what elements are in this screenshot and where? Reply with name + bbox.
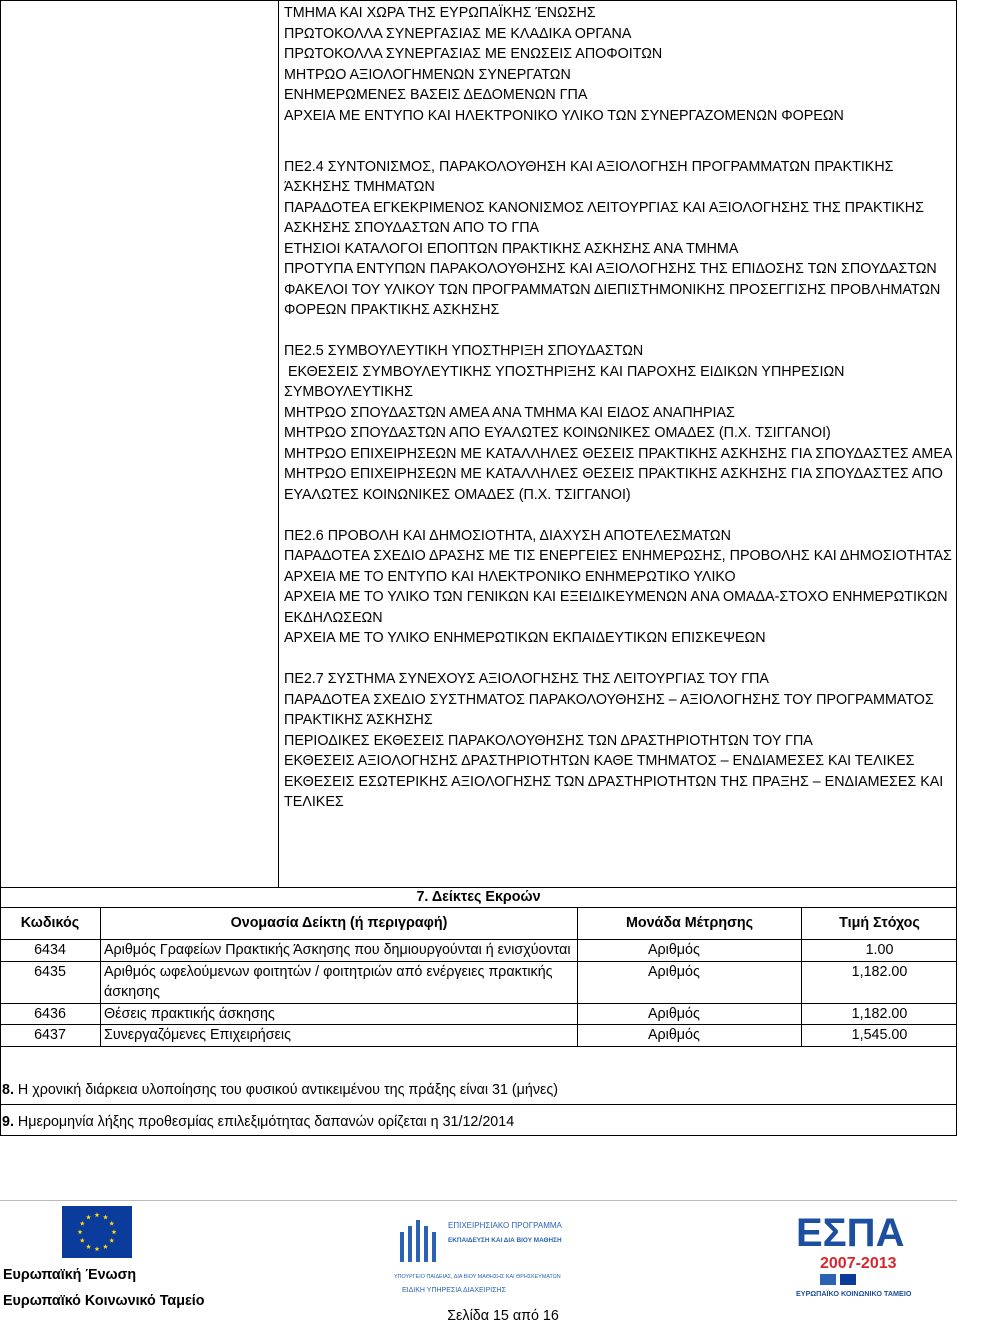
duration-statement [2, 1080, 558, 1101]
espa-logo [790, 1206, 950, 1300]
list-line: ΦΑΚΕΛΟΙ ΤΟΥ ΥΛΙΚΟΥ ΤΩΝ ΠΡΟΓΡΑΜΜΑΤΩΝ ΔΙΕΠΙΣΤΗΜΟΝΙΚΗΣ ΠΡΟΣΕΓΓΙΣΗΣ ΠΡΟΒΛΗΜΑΤΩΝ ΦΟΡΕΩΝ ΠΡΑΚΤΙΚΗΣ ΑΣΚΗΣΗΣ [284, 281, 941, 318]
pe24-section [284, 157, 956, 321]
pe27-title: ΠΕ2.7 ΣΥΣΤΗΜΑ ΣΥΝΕΧΟΥΣ ΑΞΙΟΛΟΓΗΣΗΣ ΤΗΣ ΛΕΙΤΟΥΡΓΙΑΣ ΤΟΥ ΓΠΑ [284, 671, 769, 687]
deliverables-column [284, 3, 956, 813]
list-line: ΠΑΡΑΔΟΤΕΑ ΣΧΕΔΙΟ ΔΡΑΣΗΣ ΜΕ ΤΙΣ ΕΝΕΡΓΕΙΕΣ ΕΝΗΜΕΡΩΣΗΣ, ΠΡΟΒΟΛΗΣ ΚΑΙ ΔΗΜΟΣΙΟΤΗΤΑΣ [284, 548, 952, 564]
pe24-title: ΠΕ2.4 ΣΥΝΤΟΝΙΣΜΟΣ, ΠΑΡΑΚΟΛΟΥΘΗΣΗ ΚΑΙ ΑΞΙΟΛΟΓΗΣΗ ΠΡΟΓΡΑΜΜΑΤΩΝ ΠΡΑΚΤΙΚΗΣ ΆΣΚΗΣΗΣ ΤΜΗΜΑΤΩΝ [284, 158, 894, 195]
indicators-table [0, 908, 957, 1047]
espa-fund: ΕΥΡΩΠΑΪΚΟ ΚΟΙΝΩΝΙΚΟ ΤΑΜΕΙΟ [796, 1289, 912, 1298]
cell-code: 6436 [0, 1003, 101, 1025]
cell-code: 6435 [0, 961, 101, 1003]
list-line: ΕΚΘΕΣΕΙΣ ΑΞΙΟΛΟΓΗΣΗΣ ΔΡΑΣΤΗΡΙΟΤΗΤΩΝ ΚΑΘΕ ΤΜΗΜΑΤΟΣ – ΕΝΔΙΑΜΕΣΕΣ ΚΑΙ ΤΕΛΙΚΕΣ [284, 753, 915, 769]
list-line: ΜΗΤΡΩΟ ΕΠΙΧΕΙΡΗΣΕΩΝ ΜΕ ΚΑΤΑΛΛΗΛΕΣ ΘΕΣΕΙΣ ΠΡΑΚΤΙΚΗΣ ΑΣΚΗΣΗΣ ΓΙΑ ΣΠΟΥΔΑΣΤΕΣ ΑΠΟ ΕΥΑΛΩΤΕΣ ΚΟΙΝΩΝΙΚΕΣ ΟΜΑΔΕΣ (Π.Χ. ΤΣΙΓΓΑΝΟΙ) [284, 466, 943, 503]
list-line: ΕΚΘΕΣΕΙΣ ΣΥΜΒΟΥΛΕΥΤΙΚΗΣ ΥΠΟΣΤΗΡΙΞΗΣ ΚΑΙ ΠΑΡΟΧΗΣ ΕΙΔΙΚΩΝ ΥΠΗΡΕΣΙΩΝ ΣΥΜΒΟΥΛΕΥΤΙΚΗΣ [284, 363, 849, 400]
list-line: ΜΗΤΡΩΟ ΣΠΟΥΔΑΣΤΩΝ ΑΜΕΑ ΑΝΑ ΤΜΗΜΑ ΚΑΙ ΕΙΔΟΣ ΑΝΑΠΗΡΙΑΣ [284, 404, 735, 421]
operational-programme-logo [390, 1212, 562, 1298]
cell-name: Αριθμός ωφελούμενων φοιτητών / φοιτητριών από ενέργειες πρακτικής άσκησης [101, 961, 578, 1003]
intro-list [284, 3, 956, 126]
table-row [0, 1025, 957, 1047]
list-line: ΜΗΤΡΩΟ ΑΞΙΟΛΟΓΗΜΕΝΩΝ ΣΥΝΕΡΓΑΤΩΝ [284, 66, 571, 83]
cell-code: 6437 [0, 1025, 101, 1047]
list-line: ΕΚΘΕΣΕΙΣ ΕΣΩΤΕΡΙΚΗΣ ΑΞΙΟΛΟΓΗΣΗΣ ΤΩΝ ΔΡΑΣΤΗΡΙΟΤΗΤΩΝ ΤΗΣ ΠΡΑΞΗΣ – ΕΝΔΙΑΜΕΣΕΣ ΚΑΙ ΤΕΛΙΚΕΣ [284, 773, 944, 810]
duration-text: Η χρονική διάρκεια υλοποίησης του φυσικού αντικειμένου της πράξης είναι 31 (μήνες) [13, 1082, 559, 1098]
list-line: ΑΡΧΕΙΑ ΜΕ ΤΟ ΥΛΙΚΟ ΤΩΝ ΓΕΝΙΚΩΝ ΚΑΙ ΕΞΕΙΔΙΚΕΥΜΕΝΩΝ ΑΝΑ ΟΜΑΔΑ-ΣΤΟΧΟ ΕΝΗΜΕΡΩΤΙΚΩΝ ΕΚΔΗΛΩΣΕΩΝ [284, 589, 948, 626]
logo-text: ΥΠΟΥΡΓΕΙΟ ΠΑΙΔΕΙΑΣ, ΔΙΑ ΒΙΟΥ ΜΑΘΗΣΗΣ ΚΑΙ ΘΡΗΣΚΕΥΜΑΤΩΝ [394, 1274, 561, 1280]
footer-divider [0, 1200, 957, 1201]
eu-flag-logo [62, 1206, 132, 1258]
list-line: ΠΕΡΙΟΔΙΚΕΣ ΕΚΘΕΣΕΙΣ ΠΑΡΑΚΟΛΟΥΘΗΣΗΣ ΤΩΝ ΔΡΑΣΤΗΡΙΟΤΗΤΩΝ ΤΟΥ ΓΠΑ [284, 732, 813, 749]
col-header-target: Τιμή Στόχος [802, 908, 958, 940]
section-number: 8. [2, 1082, 14, 1098]
deadline-text: Ημερομηνία λήξης προθεσμίας επιλεξιμότητας δαπανών ορίζεται η 31/12/2014 [13, 1114, 515, 1130]
list-line: ΠΑΡΑΔΟΤΕΑ ΕΓΚΕΚΡΙΜΕΝΟΣ ΚΑΝΟΝΙΣΜΟΣ ΛΕΙΤΟΥΡΓΙΑΣ ΚΑΙ ΑΞΙΟΛΟΓΗΣΗΣ ΤΗΣ ΠΡΑΚΤΙΚΗΣ ΑΣΚΗΣΗΣ ΣΠΟΥΔΑΣΤΩΝ ΑΠΟ ΤΟ ΓΠΑ [284, 199, 924, 236]
cell-target: 1.00 [802, 940, 958, 962]
table-header-row [0, 908, 957, 940]
cell-target: 1,182.00 [802, 961, 958, 1003]
col-header-code: Κωδικός [0, 908, 101, 940]
left-column-divider [278, 0, 279, 887]
pe26-section [284, 526, 956, 649]
logo-text: ΕΚΠΑΙΔΕΥΣΗ ΚΑΙ ΔΙΑ ΒΙΟΥ ΜΑΘΗΣΗ [448, 1237, 562, 1244]
cell-unit: Αριθμός [578, 961, 802, 1003]
list-line: ΤΜΗΜΑ ΚΑΙ ΧΩΡΑ ΤΗΣ ΕΥΡΩΠΑΪΚΗΣ ΈΝΩΣΗΣ [284, 5, 596, 21]
cell-name: Θέσεις πρακτικής άσκησης [101, 1003, 578, 1025]
cell-unit: Αριθμός [578, 1003, 802, 1025]
eu-line: Ευρωπαϊκή Ένωση [3, 1267, 137, 1283]
pe25-title: ΠΕ2.5 ΣΥΜΒΟΥΛΕΥΤΙΚΗ ΥΠΟΣΤΗΡΙΞΗ ΣΠΟΥΔΑΣΤΩΝ [284, 343, 644, 359]
esf-line: Ευρωπαϊκό Κοινωνικό Ταμείο [3, 1293, 205, 1309]
espa-title: ΕΣΠΑ [796, 1211, 905, 1255]
list-line: ΠΡΟΤΥΠΑ ΕΝΤΥΠΩΝ ΠΑΡΑΚΟΛΟΥΘΗΣΗΣ ΚΑΙ ΑΞΙΟΛΟΓΗΣΗΣ ΤΗΣ ΕΠΙΔΟΣΗΣ ΤΩΝ ΣΠΟΥΔΑΣΤΩΝ [284, 261, 937, 277]
list-line: ΑΡΧΕΙΑ ΜΕ ΤΟ ΕΝΤΥΠΟ ΚΑΙ ΗΛΕΚΤΡΟΝΙΚΟ ΕΝΗΜΕΡΩΤΙΚΟ ΥΛΙΚΟ [284, 568, 736, 585]
cell-code: 6434 [0, 940, 101, 962]
list-line: ΠΑΡΑΔΟΤΕΑ ΣΧΕΔΙΟ ΣΥΣΤΗΜΑΤΟΣ ΠΑΡΑΚΟΛΟΥΘΗΣΗΣ – ΑΞΙΟΛΟΓΗΣΗΣ ΤΟΥ ΠΡΟΓΡΑΜΜΑΤΟΣ ΠΡΑΚΤΙΚΗΣ ΆΣΚΗΣΗΣ [284, 691, 934, 728]
list-line: ΠΡΩΤΟΚΟΛΛΑ ΣΥΝΕΡΓΑΣΙΑΣ ΜΕ ΚΛΑΔΙΚΑ ΟΡΓΑΝΑ [284, 25, 632, 42]
col-header-name: Ονομασία Δείκτη (ή περιγραφή) [101, 908, 578, 940]
table-row [0, 940, 957, 962]
list-line: ΑΡΧΕΙΑ ΜΕ ΤΟ ΥΛΙΚΟ ΕΝΗΜΕΡΩΤΙΚΩΝ ΕΚΠΑΙΔΕΥΤΙΚΩΝ ΕΠΙΣΚΕΨΕΩΝ [284, 630, 766, 646]
page-number: Σελίδα 15 από 16 [447, 1308, 559, 1324]
espa-years: 2007-2013 [820, 1255, 897, 1272]
table-row [0, 961, 957, 1003]
list-line: ΜΗΤΡΩΟ ΣΠΟΥΔΑΣΤΩΝ ΑΠΟ ΕΥΑΛΩΤΕΣ ΚΟΙΝΩΝΙΚΕΣ ΟΜΑΔΕΣ (Π.Χ. ΤΣΙΓΓΑΝΟΙ) [284, 425, 831, 441]
pe26-title: ΠΕ2.6 ΠΡΟΒΟΛΗ ΚΑΙ ΔΗΜΟΣΙΟΤΗΤΑ, ΔΙΑΧΥΣΗ ΑΠΟΤΕΛΕΣΜΑΤΩΝ [284, 527, 731, 544]
cell-target: 1,545.00 [802, 1025, 958, 1047]
col-header-unit: Μονάδα Μέτρησης [578, 908, 802, 940]
table-row [0, 1003, 957, 1025]
cell-target: 1,182.00 [802, 1003, 958, 1025]
pe27-section [284, 669, 956, 813]
pe25-section [284, 341, 956, 505]
cell-name: Αριθμός Γραφείων Πρακτικής Άσκησης που δημιουργούνται ή ενισχύονται [101, 940, 578, 962]
divider [0, 1104, 957, 1105]
list-line: ΑΡΧΕΙΑ ΜΕ ΕΝΤΥΠΟ ΚΑΙ ΗΛΕΚΤΡΟΝΙΚΟ ΥΛΙΚΟ ΤΩΝ ΣΥΝΕΡΓΑΖΟΜΕΝΩΝ ΦΟΡΕΩΝ [284, 107, 844, 124]
cell-unit: Αριθμός [578, 940, 802, 962]
cell-unit: Αριθμός [578, 1025, 802, 1047]
list-line: ΕΝΗΜΕΡΩΜΕΝΕΣ ΒΑΣΕΙΣ ΔΕΔΟΜΕΝΩΝ ΓΠΑ [284, 87, 588, 103]
list-line: ΜΗΤΡΩΟ ΕΠΙΧΕΙΡΗΣΕΩΝ ΜΕ ΚΑΤΑΛΛΗΛΕΣ ΘΕΣΕΙΣ ΠΡΑΚΤΙΚΗΣ ΑΣΚΗΣΗΣ ΓΙΑ ΣΠΟΥΔΑΣΤΕΣ ΑΜΕΑ [284, 445, 953, 462]
logo-text: ΕΙΔΙΚΗ ΥΠΗΡΕΣΙΑ ΔΙΑΧΕΙΡΙΣΗΣ [402, 1287, 506, 1294]
deadline-statement [2, 1112, 514, 1133]
list-line: ΠΡΩΤΟΚΟΛΛΑ ΣΥΝΕΡΓΑΣΙΑΣ ΜΕ ΕΝΩΣΕΙΣ ΑΠΟΦΟΙΤΩΝ [284, 46, 663, 62]
indicators-title: 7. Δείκτες Εκροών [416, 889, 541, 905]
list-line: ΕΤΗΣΙΟΙ ΚΑΤΑΛΟΓΟΙ ΕΠΟΠΤΩΝ ΠΡΑΚΤΙΚΗΣ ΑΣΚΗΣΗΣ ΑΝΑ ΤΜΗΜΑ [284, 240, 739, 257]
cell-name: Συνεργαζόμενες Επιχειρήσεις [101, 1025, 578, 1047]
logo-text: ΕΠΙΧΕΙΡΗΣΙΑΚΟ ΠΡΟΓΡΑΜΜΑ [448, 1221, 562, 1230]
section-number: 9. [2, 1114, 14, 1130]
